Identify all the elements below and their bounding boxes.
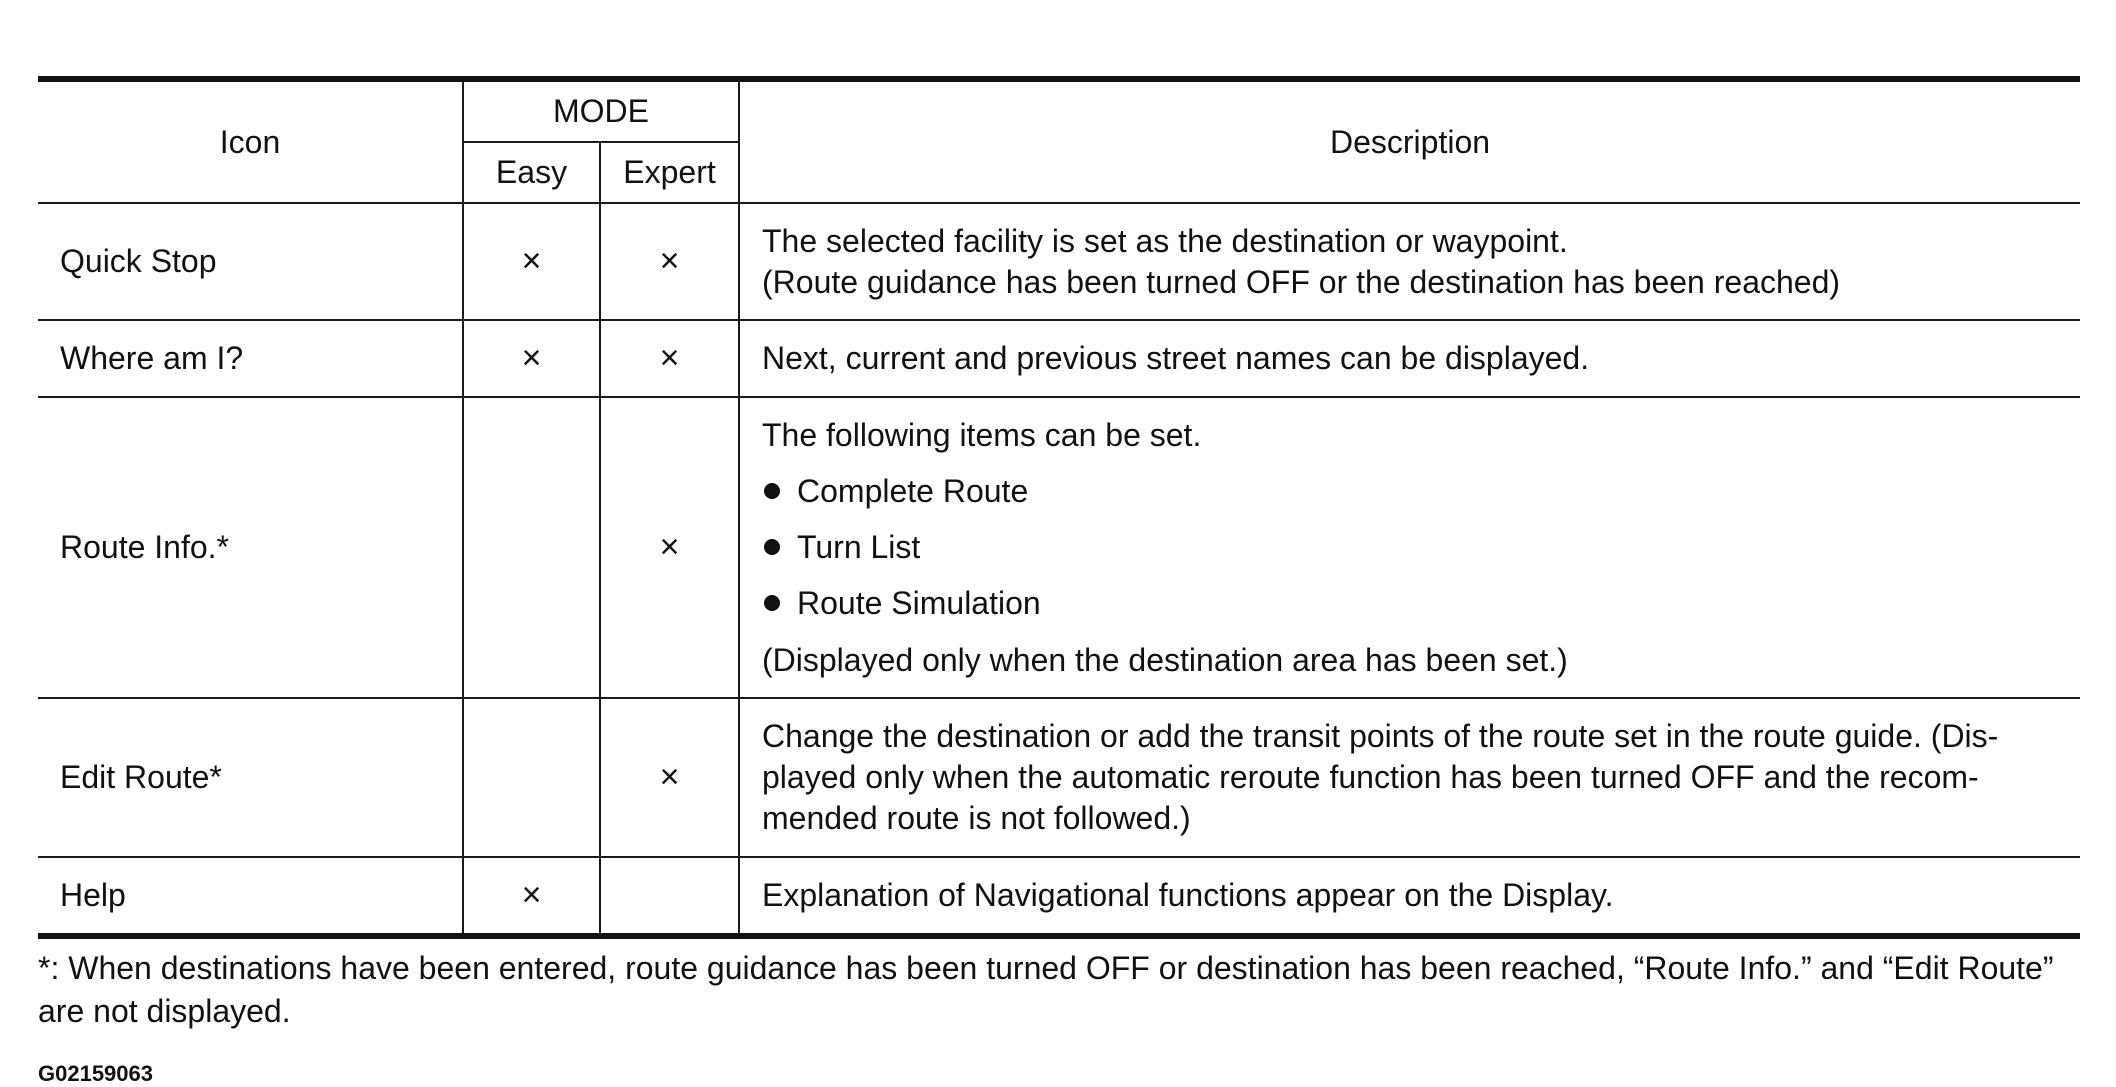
footnote: *: When destinations have been entered, route guidance has been turned OFF or destination has been reached, “Route Info.” and “Edit Route” are not displayed. xyxy=(38,950,2054,1029)
bullet-text: Complete Route xyxy=(797,472,1029,509)
bullet-dot-icon xyxy=(764,595,780,611)
description-line: Explanation of Navigational functions appear on the Display. xyxy=(762,877,1614,913)
table-row xyxy=(38,320,2080,397)
available-mark: × xyxy=(659,758,680,796)
description-line: Next, current and previous street names can be displayed. xyxy=(762,340,1590,376)
icon-name: Edit Route* xyxy=(38,698,463,857)
header-mode: MODE xyxy=(463,79,739,142)
available-mark: × xyxy=(521,339,542,377)
bullet-item xyxy=(762,583,2058,624)
header-easy: Easy xyxy=(463,142,600,203)
description-cell xyxy=(739,698,2080,857)
description-cell xyxy=(739,203,2080,320)
available-mark: × xyxy=(521,242,542,280)
expert-cell xyxy=(600,203,739,320)
easy-cell xyxy=(463,397,600,698)
description-line: played only when the automatic reroute function has been turned OFF and the recom- xyxy=(762,759,1979,795)
description-intro: The following items can be set. xyxy=(762,416,1202,453)
bullet-item xyxy=(762,471,2058,512)
header-expert: Expert xyxy=(600,142,739,203)
easy-cell xyxy=(463,857,600,936)
description-line: The selected facility is set as the destination or waypoint. xyxy=(762,222,1568,259)
description-line: mended route is not followed.) xyxy=(762,800,1191,836)
bullet-text: Route Simulation xyxy=(797,584,1041,621)
table-row xyxy=(38,698,2080,857)
bullet-item xyxy=(762,527,2058,568)
available-mark: × xyxy=(659,528,680,566)
bullet-text: Turn List xyxy=(797,528,921,565)
icon-name: Route Info.* xyxy=(38,397,463,698)
description-note: (Displayed only when the destination area has been set.) xyxy=(762,641,1568,678)
table-row xyxy=(38,397,2080,698)
bullet-dot-icon xyxy=(764,539,780,555)
expert-cell xyxy=(600,857,739,936)
document xyxy=(38,76,2080,1087)
expert-cell xyxy=(600,698,739,857)
expert-cell xyxy=(600,320,739,397)
description-cell xyxy=(739,857,2080,936)
table-row xyxy=(38,203,2080,320)
description-cell xyxy=(739,320,2080,397)
header-icon: Icon xyxy=(38,79,463,203)
easy-cell xyxy=(463,320,600,397)
header-description: Description xyxy=(739,79,2080,203)
icon-name: Help xyxy=(38,857,463,936)
easy-cell xyxy=(463,698,600,857)
description-cell xyxy=(739,397,2080,698)
description-line: (Route guidance has been turned OFF or the destination has been reached) xyxy=(762,263,1841,300)
easy-cell xyxy=(463,203,600,320)
table-row xyxy=(38,857,2080,936)
expert-cell xyxy=(600,397,739,698)
available-mark: × xyxy=(659,339,680,377)
bullet-dot-icon xyxy=(764,483,780,499)
icon-name: Quick Stop xyxy=(38,203,463,320)
available-mark: × xyxy=(659,242,680,280)
figure-code: G02159063 xyxy=(38,1061,153,1086)
description-line: Change the destination or add the transit points of the route set in the route guide. (Dis- xyxy=(762,718,1999,754)
icon-name: Where am I? xyxy=(38,320,463,397)
available-mark: × xyxy=(521,876,542,914)
navigation-icon-table xyxy=(38,76,2080,939)
